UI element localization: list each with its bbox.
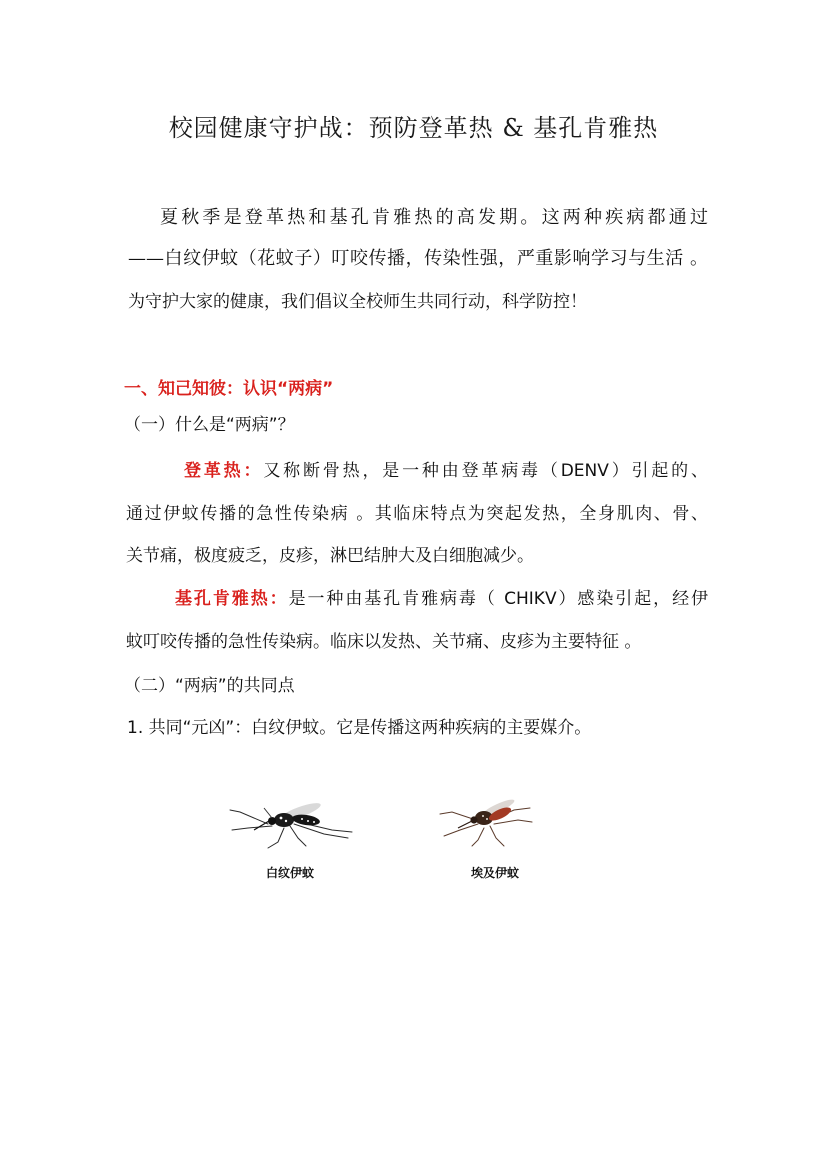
caption-aegypti: 埃及伊蚊 (471, 866, 520, 880)
dengue-desc-1: 又称断骨热，是一种由登革病毒（DENV）引起的、 (263, 461, 708, 481)
intro-line-1: 夏秋季是登革热和基孔肯雅热的高发期。这两种疾病都通过 (160, 207, 708, 228)
aedes-aegypti-image (438, 790, 534, 848)
dengue-term: 登革热： (184, 461, 264, 481)
section-heading: 一、知己知彼：认识“两病” (124, 379, 334, 399)
aedes-albopictus-image (228, 790, 354, 850)
dengue-line-2: 通过伊蚊传播的急性传染病 。其临床特点为突起发热，全身肌肉、骨、 (126, 504, 708, 524)
intro-line-2: ——白纹伊蚊（花蚊子）叮咬传播，传染性强，严重影响学习与生活 。 (128, 248, 708, 269)
subheading-common: （二）“两病”的共同点 (124, 676, 295, 696)
intro-line-3: 为守护大家的健康，我们倡议全校师生共同行动，科学防控！ (128, 292, 587, 312)
common-point-1: 1. 共同“元凶”：白纹伊蚊。它是传播这两种疾病的主要媒介。 (127, 718, 592, 738)
dengue-line-3: 关节痛，极度疲乏，皮疹，淋巴结肿大及白细胞减少。 (126, 546, 534, 566)
dengue-line-1 (184, 462, 708, 480)
chik-term: 基孔肯雅热： (175, 589, 289, 609)
page-title: 校园健康守护战：预防登革热 & 基孔肯雅热 (168, 114, 659, 142)
chik-desc-1: 是一种由基孔肯雅病毒（ CHIKV）感染引起，经伊 (288, 589, 708, 609)
chik-line-2: 蚊叮咬传播的急性传染病。临床以发热、关节痛、皮疹为主要特征 。 (126, 632, 642, 652)
chik-line-1 (175, 590, 708, 608)
subheading-what-is: （一）什么是“两病”？ (124, 415, 295, 435)
caption-albopictus: 白纹伊蚊 (266, 866, 315, 880)
